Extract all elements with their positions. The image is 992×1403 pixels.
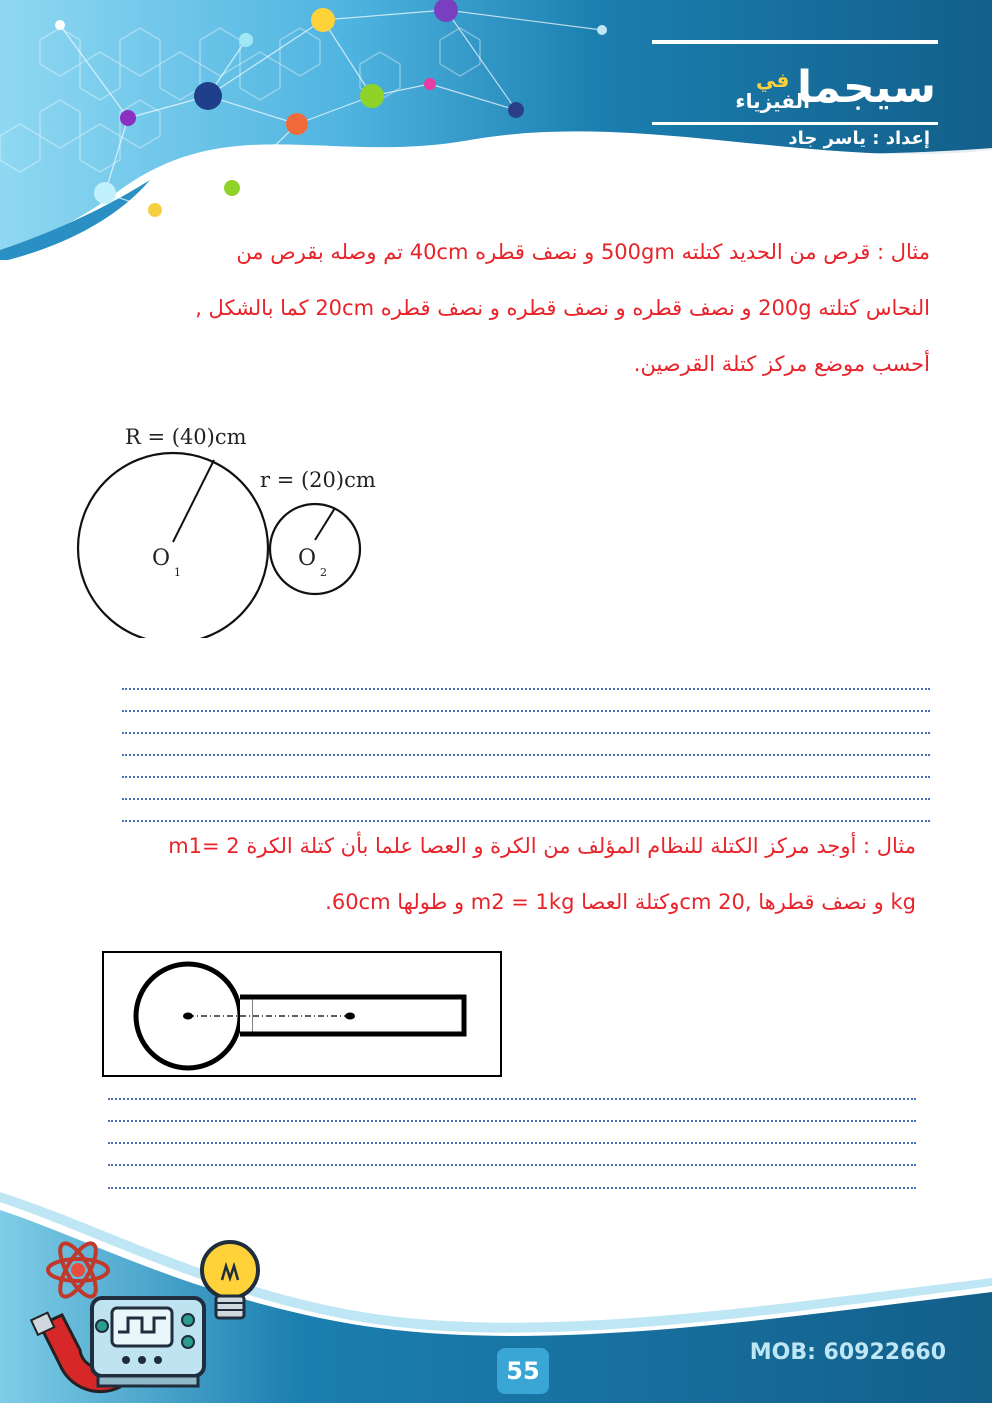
example1-line2: النحاس كتلته 200g و نصف قطره و نصف قطره و نصف قطره 20cm كما بالشكل , <box>195 296 930 320</box>
brand-top-rule <box>652 40 938 44</box>
example1-line1: مثال : قرص من الحديد كتلته 500gm و نصف قطره 40cm تم وصله بقرص من <box>236 240 930 264</box>
answer-line[interactable] <box>122 710 930 712</box>
answer-line[interactable] <box>122 820 930 822</box>
small-radius-line <box>315 508 335 540</box>
large-radius-line <box>173 460 214 542</box>
brand-subtitle-top: في <box>756 68 790 92</box>
center1-label: O <box>152 546 171 571</box>
center1-subscript: 1 <box>174 566 181 579</box>
answer-line[interactable] <box>108 1120 916 1122</box>
science-illustration <box>0 1230 280 1403</box>
example1-line3: أحسب موضع مركز كتلة القرصين. <box>633 352 930 376</box>
center2-label: O <box>298 546 317 571</box>
answer-line[interactable] <box>122 732 930 734</box>
oscilloscope-icon <box>92 1298 204 1386</box>
answer-line[interactable] <box>122 776 930 778</box>
example2-line1: مثال : أوجد مركز الكتلة للنظام المؤلف من الكرة و العصا علما بأن كتلة الكرة 2 =m1 <box>168 834 916 858</box>
ball-center-dot <box>183 1013 193 1020</box>
page-number: 55 <box>497 1348 549 1394</box>
answer-line[interactable] <box>108 1142 916 1144</box>
large-disc <box>78 453 268 638</box>
brand-title: سيجما <box>797 62 936 113</box>
small-radius-label: r = (20)cm <box>260 468 376 492</box>
answer-line[interactable] <box>108 1164 916 1166</box>
atom-icon <box>48 1239 108 1302</box>
brand-subtitle-bottom: الفيزياء <box>735 89 810 113</box>
mobile-number: MOB: 60922660 <box>749 1340 946 1365</box>
light-bulb-icon <box>202 1242 258 1318</box>
ball-rod-figure <box>102 951 502 1077</box>
answer-line[interactable] <box>122 688 930 690</box>
answer-line[interactable] <box>122 798 930 800</box>
large-radius-label: R = (40)cm <box>125 425 247 449</box>
example2-line2: kg و نصف قطرها ,20 cmوكتلة العصا m2 = 1kg و طولها 60cm. <box>325 890 916 914</box>
answer-line[interactable] <box>108 1098 916 1100</box>
brand-bottom-rule <box>652 122 938 125</box>
author-credit: إعداد : ياسر جاد <box>788 128 930 149</box>
center2-subscript: 2 <box>320 566 327 579</box>
rod-center-dot <box>345 1013 355 1020</box>
answer-line[interactable] <box>122 754 930 756</box>
brand-subtitle <box>735 70 810 112</box>
two-discs-figure <box>70 418 410 638</box>
